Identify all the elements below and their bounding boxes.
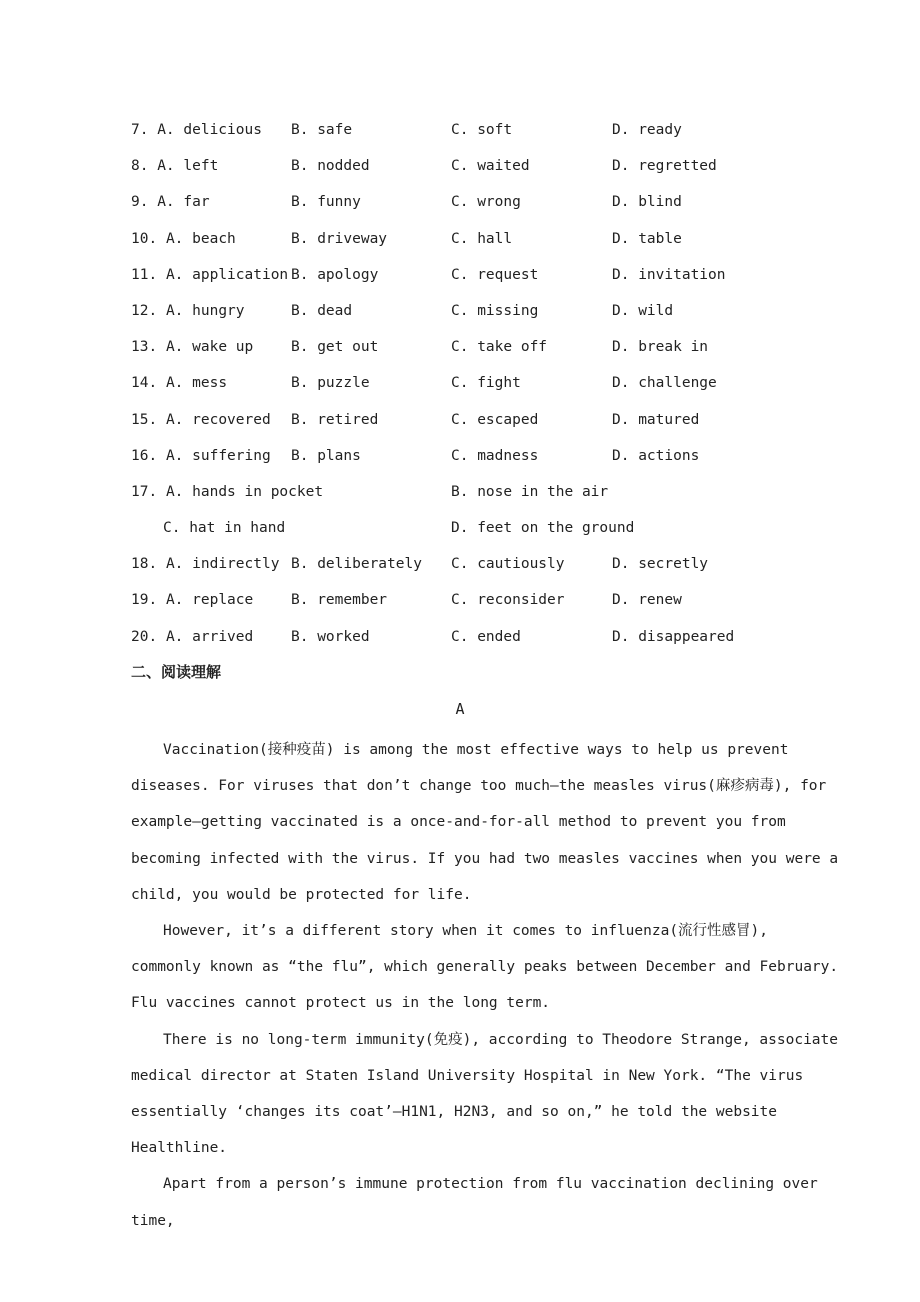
question-row-10 — [131, 227, 831, 263]
passage-title: A — [455, 700, 465, 718]
option-a: 14. A. mess — [131, 375, 228, 392]
question-row-12 — [131, 299, 831, 335]
option-a: 18. A. indirectly — [131, 556, 280, 573]
option-c: C. soft — [451, 122, 513, 138]
question-number: 8. — [131, 158, 149, 175]
option-d: D. break in — [612, 339, 709, 356]
question-number: 15. — [131, 411, 158, 428]
option-a: 7. A. delicious — [131, 122, 262, 138]
option-a: 11. A. application — [131, 266, 289, 283]
reading-passage — [131, 732, 841, 1239]
option-a: 9. A. far — [131, 194, 210, 211]
question-row-11 — [131, 263, 831, 299]
question-number: 10. — [131, 230, 158, 247]
option-a: 8. A. left — [131, 158, 219, 175]
question-row-8 — [131, 154, 831, 190]
question-row-16 — [131, 444, 831, 480]
option-d: D. wild — [612, 302, 674, 319]
question-row-14 — [131, 371, 831, 407]
option-a: 17. A. hands in pocket — [131, 483, 324, 500]
option-d: D. actions — [612, 447, 700, 464]
option-c: C. request — [451, 266, 539, 283]
option-a: 16. A. suffering — [131, 447, 271, 464]
question-number: 17. — [131, 483, 158, 500]
option-c: C. waited — [451, 158, 530, 175]
question-row-19 — [131, 588, 831, 624]
option-c: C. hall — [451, 230, 513, 247]
option-c: C. take off — [451, 339, 548, 356]
question-number: 14. — [131, 375, 158, 392]
question-number: 16. — [131, 447, 158, 464]
option-a: 15. A. recovered — [131, 411, 271, 428]
option-c: C. reconsider — [451, 592, 565, 609]
question-number: 12. — [131, 302, 158, 319]
option-a: 13. A. wake up — [131, 339, 254, 356]
question-row-20 — [131, 625, 831, 661]
question-row-7 — [131, 118, 831, 154]
cloze-choices — [131, 118, 831, 661]
option-c: C. ended — [451, 628, 521, 645]
option-a: 12. A. hungry — [131, 302, 245, 319]
option-c: C. madness — [451, 447, 539, 464]
question-number: 19. — [131, 592, 158, 609]
question-row-17-continued — [131, 516, 831, 552]
option-b: B. deliberately — [291, 556, 422, 573]
question-row-17 — [131, 480, 831, 516]
option-d: D. invitation — [612, 266, 726, 283]
section-heading: 二、阅读理解 — [131, 663, 222, 681]
option-b: B. retired — [291, 411, 379, 428]
option-c: C. escaped — [451, 411, 539, 428]
question-number: 18. — [131, 556, 158, 573]
option-b: B. puzzle — [291, 375, 370, 392]
option-b: B. nodded — [291, 158, 370, 175]
option-c: C. fight — [451, 375, 521, 392]
option-d: D. secretly — [612, 556, 709, 573]
option-d: D. ready — [612, 122, 682, 138]
option-d: D. renew — [612, 592, 682, 609]
option-b: B. apology — [291, 266, 379, 283]
option-d: D. feet on the ground — [451, 520, 635, 537]
question-row-18 — [131, 552, 831, 588]
option-b: B. safe — [291, 122, 353, 138]
question-number: 9. — [131, 194, 149, 211]
option-a: 19. A. replace — [131, 592, 254, 609]
option-b: B. remember — [291, 592, 388, 609]
paragraph-3: There is no long-term immunity(免疫), according to Theodore Strange, associate medical director at Staten Island University Hospital in New York. “The virus essentially ‘changes its coat’—H1N1, H2N3, and so on,” he told the website Healthline. — [131, 1031, 839, 1157]
option-b: B. plans — [291, 447, 361, 464]
question-row-15 — [131, 408, 831, 444]
paragraph-2: However, it’s a different story when it comes to influenza(流行性感冒), commonly known as “the flu”, which generally peaks between December and February. Flu vaccines cannot protect us in the long term. — [131, 923, 839, 1012]
option-c: C. hat in hand — [163, 520, 286, 537]
question-number: 13. — [131, 339, 158, 356]
option-d: D. table — [612, 230, 682, 247]
option-b: B. get out — [291, 339, 379, 356]
paragraph-4: Apart from a person’s immune protection from flu vaccination declining over time, — [131, 1176, 818, 1229]
option-d: D. matured — [612, 411, 700, 428]
option-b: B. driveway — [291, 230, 388, 247]
question-number: 11. — [131, 266, 158, 283]
option-a: 20. A. arrived — [131, 628, 254, 645]
option-d: D. regretted — [612, 158, 717, 175]
option-d: D. blind — [612, 194, 682, 211]
question-number: 7. — [131, 122, 149, 138]
option-d: D. challenge — [612, 375, 717, 392]
option-b: B. nose in the air — [451, 483, 609, 500]
option-c: C. cautiously — [451, 556, 565, 573]
option-a: 10. A. beach — [131, 230, 236, 247]
option-b: B. funny — [291, 194, 361, 211]
paragraph-1: Vaccination(接种疫苗) is among the most effective ways to help us prevent diseases. For viruses that don’t change too much—the measles virus(麻疹病毒), for example—getting vaccinated is a once-and-for-all method to prevent you from becoming infected with the virus. If you had two measles vaccines when you were a child, you would be protected for life. — [131, 742, 839, 903]
option-c: C. wrong — [451, 194, 521, 211]
question-number: 20. — [131, 628, 158, 645]
question-row-13 — [131, 335, 831, 371]
option-b: B. dead — [291, 302, 353, 319]
question-row-9 — [131, 190, 831, 226]
option-d: D. disappeared — [612, 628, 735, 645]
option-c: C. missing — [451, 302, 539, 319]
option-b: B. worked — [291, 628, 370, 645]
